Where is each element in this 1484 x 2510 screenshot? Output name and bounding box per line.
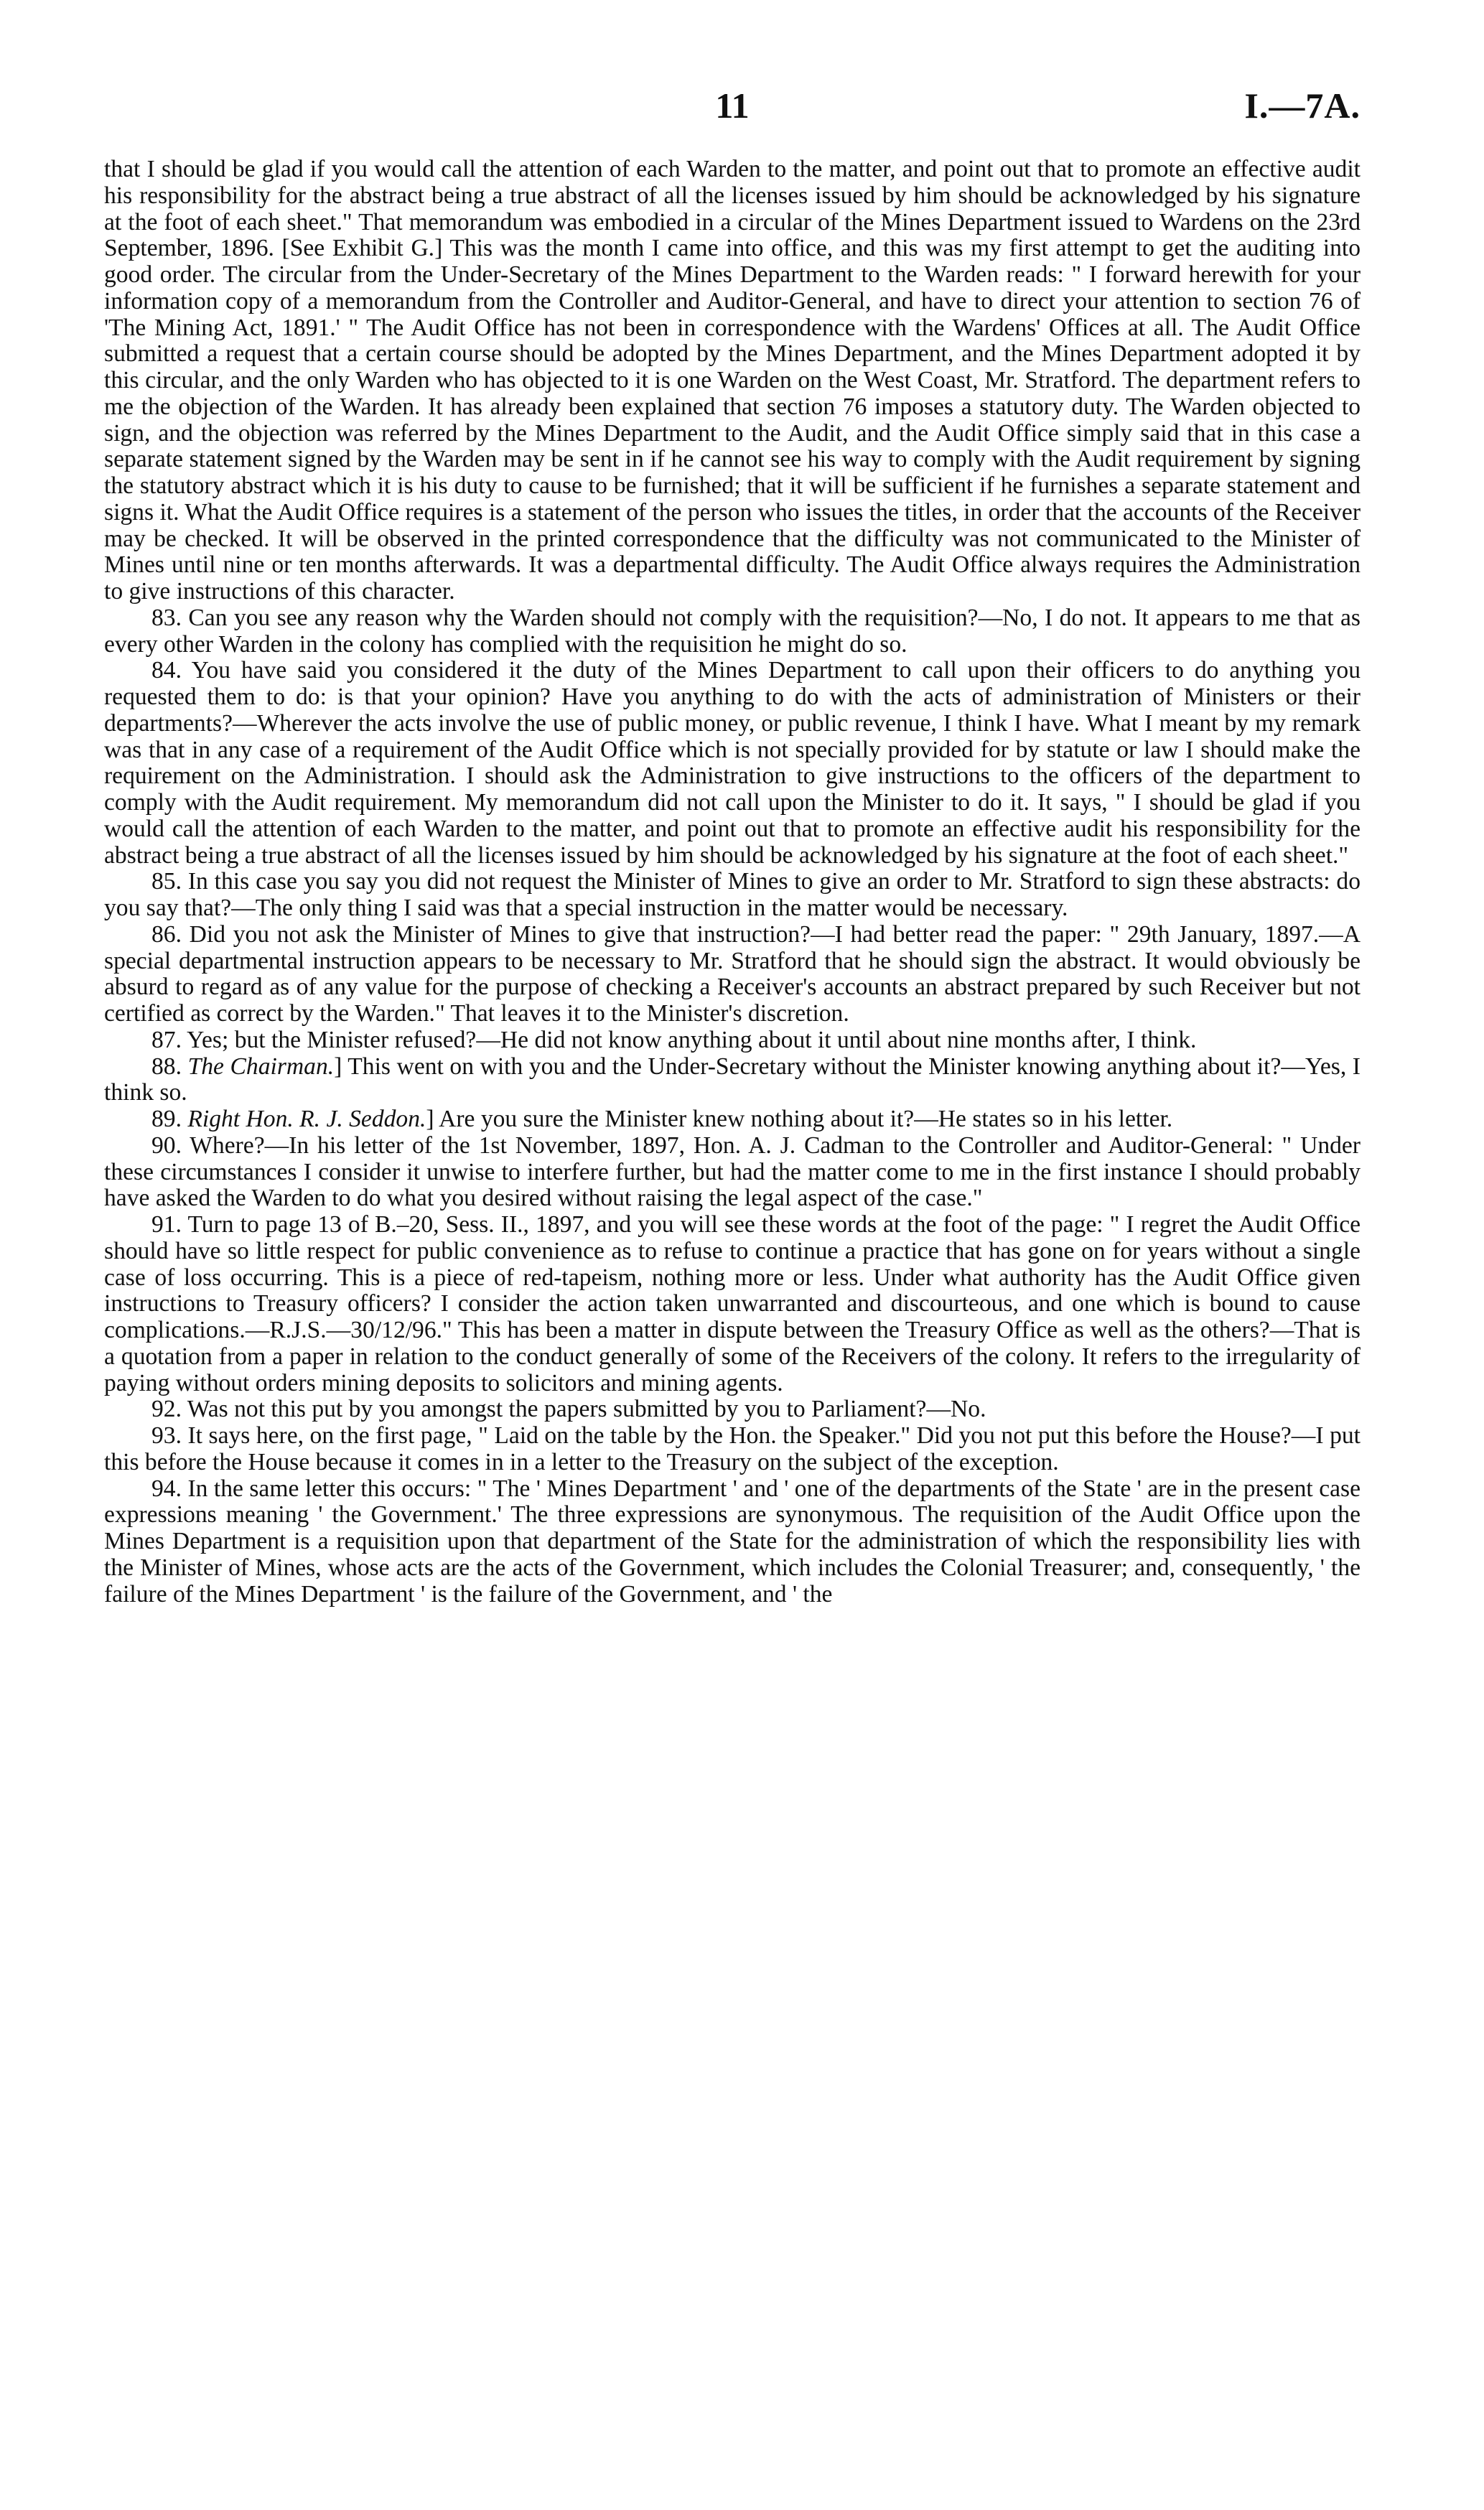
paragraph-84: 84. You have said you considered it the duty of the Mines Department to call upon their officers to do anything you requested them to do: is that your opinion? Have you anything to do with the acts of administration of Ministers or their departments?—Wherever the acts involve the use of public money, or public revenue, I think I have. What I meant by my remark was that in any case of a requirement of the Audit Office which is not specially provided for by statute or law I should make the requirement on the Administration. I should ask the Administration to give instructions to the officers of the department to comply with the Audit requirement. My memorandum did not call upon the Minister to do it. It says, " I should be glad if you would call the attention of each Warden to the matter, and point out that to promote an effective audit his responsibility for the abstract being a true abstract of all the licenses issued by him should be acknowledged by his signature at the foot of each sheet." (104, 657, 1361, 869)
question-number: 88. (151, 1053, 182, 1080)
body-text (104, 157, 1361, 1608)
paragraph-87: 87. Yes; but the Minister refused?—He did not know anything about it until about nine months after, I think. (151, 1026, 1197, 1053)
paragraph-93: 93. It says here, on the first page, " Laid on the table by the Hon. the Speaker." Did you not put this before the House?—I put this before the House because it comes in in a letter to the Treasury on the subject of the exception. (104, 1422, 1361, 1475)
paragraph-94: 94. In the same letter this occurs: " The ' Mines Department ' and ' one of the departments of the State ' are in the present case expressions meaning ' the Government.' The three expressions are synonymous. The requisition of the Audit Office upon the Mines Department is a requisition upon that department of the State for the administration of which the responsibility lies with the Minister of Mines, whose acts are the acts of the Government, which includes the Colonial Treasurer; and, consequently, ' the failure of the Mines Department ' is the failure of the Government, and ' the (104, 1475, 1361, 1608)
paragraph-89 (104, 1106, 1361, 1133)
paragraph-text: ] Are you sure the Minister knew nothing about it?—He states so in his letter. (426, 1106, 1173, 1132)
paragraph-85: 85. In this case you say you did not request the Minister of Mines to give an order to Mr. Stratford to sign these abstracts: do you say that?—The only thing I said was that a special instruction in the matter would be necessary. (104, 868, 1361, 921)
paragraph-90: 90. Where?—In his letter of the 1st November, 1897, Hon. A. J. Cadman to the Controller and Auditor-General: " Under these circumstances I consider it unwise to interfere further, but had the matter come to me in the first instance I should probably have asked the Warden to do what you desired without raising the legal aspect of the case." (104, 1132, 1361, 1212)
paragraph-83: 83. Can you see any reason why the Warden should not comply with the requisition?—No, I do not. It appears to me that as every other Warden in the colony has complied with the requisition he might do so. (104, 604, 1361, 658)
paragraph-86: 86. Did you not ask the Minister of Mines to give that instruction?—I had better read the paper: " 29th January, 1897.—A special departmental instruction appears to be necessary to Mr. Stratford that he should sign the abstract. It would obviously be absurd to regard as of any value for the purpose of checking a Receiver's accounts an abstract prepared by such Receiver but not certified as correct by the Warden." That leaves it to the Minister's discretion. (104, 920, 1361, 1027)
speaker-name: The Chairman. (187, 1053, 335, 1080)
question-number: 89. (151, 1106, 182, 1132)
paragraph-continued: that I should be glad if you would call the attention of each Warden to the matter, and point out that to promote an effective audit his responsibility for the abstract being a true abstract of all the licenses issued by him should be acknowledged by his signature at the foot of each sheet." That memorandum was embodied in a circular of the Mines Department issued to Wardens on the 23rd September, 1896. [See Exhibit G.] This was the month I came into office, and this was my first attempt to get the auditing into good order. The circular from the Under-Secretary of the Mines Department to the Warden reads: " I forward herewith for your information copy of a memorandum from the Controller and Auditor-General, and have to direct your attention to section 76 of 'The Mining Act, 1891.' " The Audit Office has not been in correspondence with the Wardens' Offices at all. The Audit Office submitted a request that a certain course should be adopted by the Mines Department, and the Mines Department adopted it by this circular, and the only Warden who has objected to it is one Warden on the West Coast, Mr. Stratford. The department refers to me the objection of the Warden. It has already been explained that section 76 imposes a statutory duty. The Warden objected to sign, and the objection was referred by the Mines Department to the Audit, and the Audit Office simply said that in this case a separate statement signed by the Warden may be sent in if he cannot see his way to comply with the Audit requirement by signing the statutory abstract which it is his duty to cause to be furnished; that it will be sufficient if he furnishes a separate statement and signs it. What the Audit Office requires is a statement of the person who issues the titles, in order that the accounts of the Receiver may be checked. It will be observed in the printed correspondence that the difficulty was not communicated to the Minister of Mines until nine or ten months afterwards. It was a departmental difficulty. The Audit Office always requires the Administration to give instructions of this character. (104, 156, 1361, 605)
paragraph-92: 92. Was not this put by you amongst the papers submitted by you to Parliament?—No. (151, 1396, 986, 1423)
page-number: 11 (715, 85, 750, 126)
paragraph-88 (104, 1054, 1361, 1107)
speaker-name: Right Hon. R. J. Seddon. (187, 1106, 426, 1132)
paragraph-text: ] This went on with you and the Under-Secretary without the Minister knowing anything about it?—Yes, I think so. (104, 1053, 1361, 1106)
paragraph-91: 91. Turn to page 13 of B.–20, Sess. II., 1897, and you will see these words at the foot of the page: " I regret the Audit Office should have so little respect for public convenience as to refuse to continue a practice that has gone on for years without a single case of loss occurring. This is a piece of red-tapeism, nothing more or less. Under what authority has the Audit Office given instructions to Treasury officers? I consider the action taken unwarranted and discourteous, and one which is bound to cause complications.—R.J.S.—30/12/96." This has been a matter in dispute between the Treasury Office as well as the others?—That is a quotation from a paper in relation to the conduct generally of some of the Receivers of the colony. It refers to the irregularity of paying without orders mining deposits to solicitors and mining agents. (104, 1211, 1361, 1396)
paper-reference: I.—7A. (1244, 85, 1361, 126)
page-header (104, 85, 1361, 135)
